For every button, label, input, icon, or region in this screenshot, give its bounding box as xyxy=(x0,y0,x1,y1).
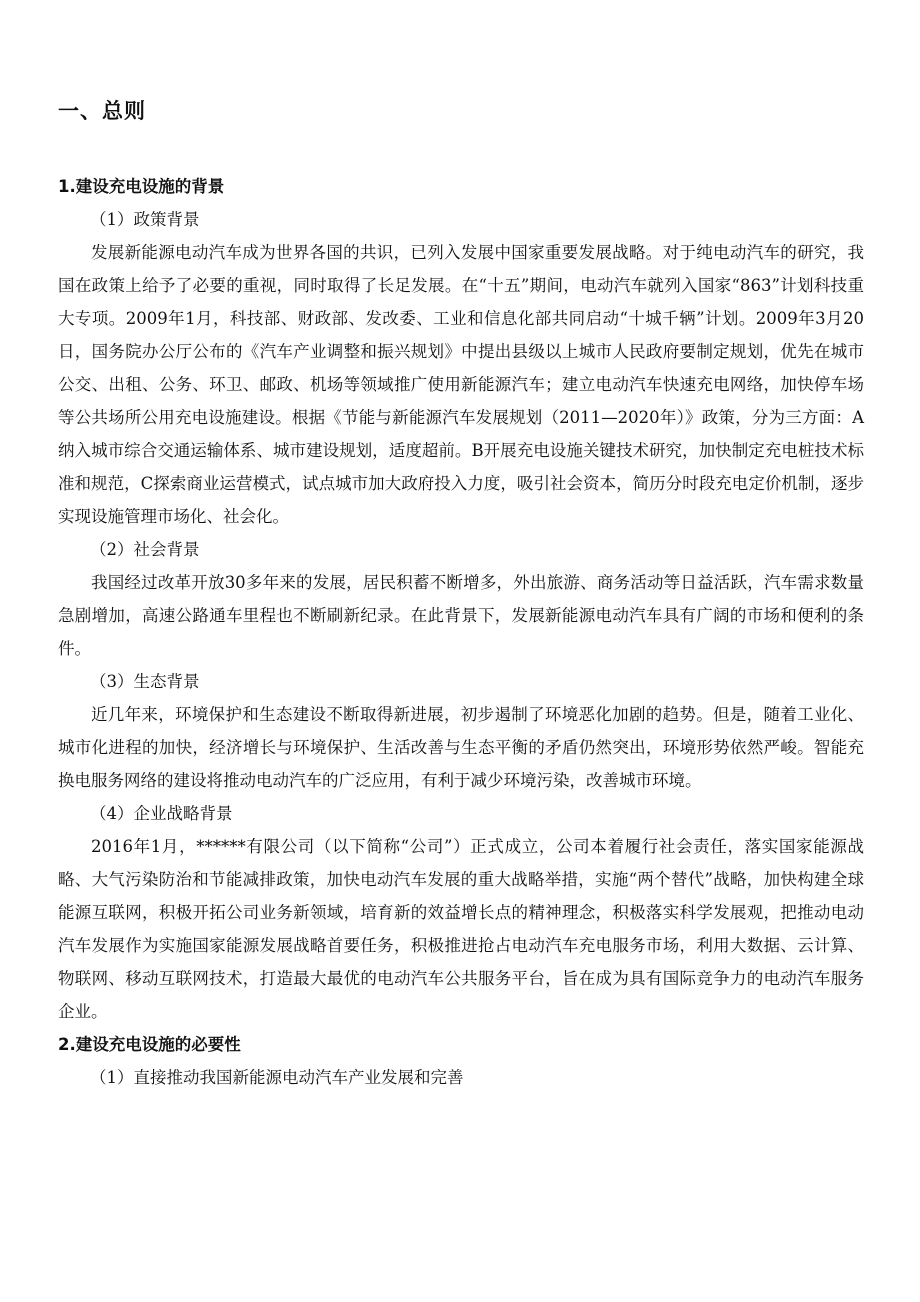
paragraph-social: 我国经过改革开放30多年来的发展，居民积蓄不断增多，外出旅游、商务活动等日益活跃，汽车需求数量急剧增加，高速公路通车里程也不断刷新纪录。在此背景下，发展新能源电动汽车具有广阔的市场和便利的条件。 xyxy=(58,573,864,658)
paragraph-policy: 发展新能源电动汽车成为世界各国的共识，已列入发展中国家重要发展战略。对于纯电动汽车的研究，我国在政策上给予了必要的重视，同时取得了长足发展。在“十五”期间，电动汽车就列入国家“863”计划科技重大专项。2009年1月，科技部、财政部、发改委、工业和信息化部共同启动“十城千辆”计划。2009年3月20日，国务院办公厅公布的《汽车产业调整和振兴规划》中提出县级以上城市人民政府要制定规划，优先在城市公交、出租、公务、环卫、邮政、机场等领域推广使用新能源汽车；建立电动汽车快速充电网络，加快停车场等公共场所公用充电设施建设。根据《节能与新能源汽车发展规划（2011—2020年）》政策，分为三方面：A纳入城市综合交通运输体系、城市建设规划，适度超前。B开展充电设施关键技术研究，加快制定充电桩技术标准和规范，C探索商业运营模式，试点城市加大政府投入力度，吸引社会资本，简历分时段充电定价机制，逐步实现设施管理市场化、社会化。 xyxy=(58,243,864,526)
section-heading-background: 1.建设充电设施的背景 xyxy=(58,177,225,196)
subheading-industry-development: （1）直接推动我国新能源电动汽车产业发展和完善 xyxy=(90,1068,464,1087)
document-body xyxy=(58,170,864,1094)
subheading-ecology: （3）生态背景 xyxy=(90,672,200,691)
chapter-title: 一、总则 xyxy=(58,99,146,123)
paragraph-enterprise-strategy: 2016年1月，******有限公司（以下简称“公司”）正式成立，公司本着履行社会责任，落实国家能源战略、大气污染防治和节能减排政策，加快电动汽车发展的重大战略举措，实施“两个替代”战略，加快构建全球能源互联网，积极开拓公司业务新领域，培育新的效益增长点的精神理念，积极落实科学发展观，把推动电动汽车发展作为实施国家能源发展战略首要任务，积极推进抢占电动汽车充电服务市场，利用大数据、云计算、物联网、移动互联网技术，打造最大最优的电动汽车公共服务平台，旨在成为具有国际竞争力的电动汽车服务企业。 xyxy=(58,837,864,1021)
subheading-policy: （1）政策背景 xyxy=(90,210,200,229)
subheading-social: （2）社会背景 xyxy=(90,540,200,559)
section-heading-necessity: 2.建设充电设施的必要性 xyxy=(58,1035,241,1054)
subheading-enterprise-strategy: （4）企业战略背景 xyxy=(90,804,233,823)
paragraph-ecology: 近几年来，环境保护和生态建设不断取得新进展，初步遏制了环境恶化加剧的趋势。但是，随着工业化、城市化进程的加快，经济增长与环境保护、生活改善与生态平衡的矛盾仍然突出，环境形势依然严峻。智能充换电服务网络的建设将推动电动汽车的广泛应用，有利于减少环境污染，改善城市环境。 xyxy=(58,705,864,790)
